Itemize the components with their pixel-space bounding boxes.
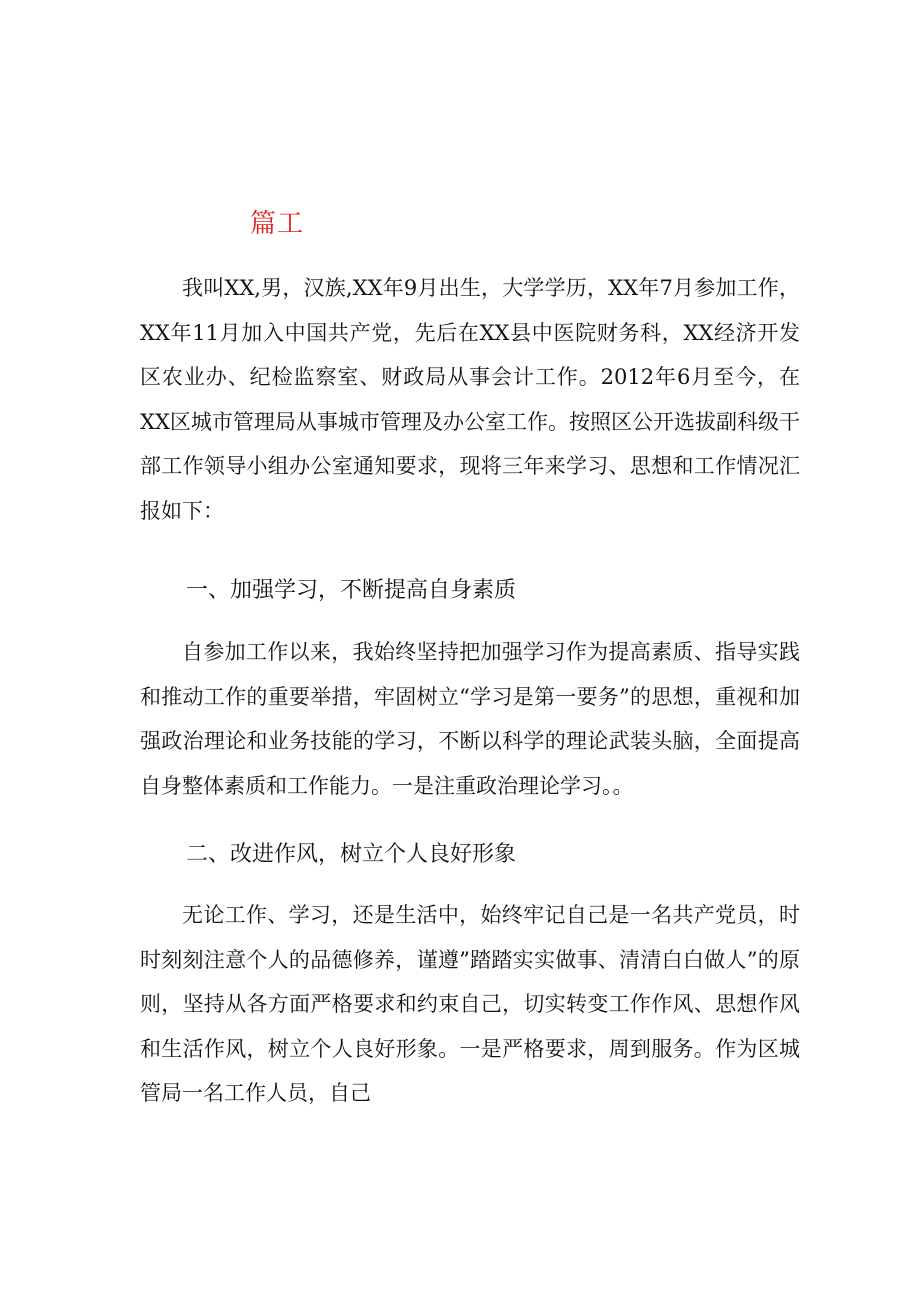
section-1-paragraph: 自参加工作以来，我始终坚持把加强学习作为提高素质、指导实践和推动工作的重要举措，牢固树立“学习是第一要务”的思想，重视和加强政治理论和业务技能的学习，不断以科学的理论武装头脑，全面提高自身整体素质和工作能力。一是注重政治理论学习。。 (140, 640, 800, 798)
section-heading-1: 一、加强学习，不断提高自身素质 (186, 578, 517, 603)
document-title: 篇工 (250, 209, 305, 239)
section-heading-2: 二、改进作风，树立个人良好形象 (186, 842, 517, 867)
section-2-paragraph: 无论工作、学习，还是生活中，始终牢记自己是一名共产党员，时时刻刻注意个人的品德修养，谨遵”踏踏实实做事、清清白白做人”的原则，坚持从各方面严格要求和约束自己，切实转变工作作风、思想作风和生活作风，树立个人良好形象。一是严格要求，周到服务。作为区城管局一名工作人员，自己 (140, 903, 800, 1106)
intro-paragraph: 我叫XX,男，汉族,XX年9月出生，大学学历，XX年7月参加工作，XX年11月加入中国共产党，先后在XX县中医院财务科，XX经济开发区农业办、纪检监察室、财政局从事会计工作。2012年6月至今，在XX区城市管理局从事城市管理及办公室工作。按照区公开选拔副科级干部工作领导小组办公室通知要求，现将三年来学习、思想和工作情况汇报如下： (140, 276, 800, 523)
